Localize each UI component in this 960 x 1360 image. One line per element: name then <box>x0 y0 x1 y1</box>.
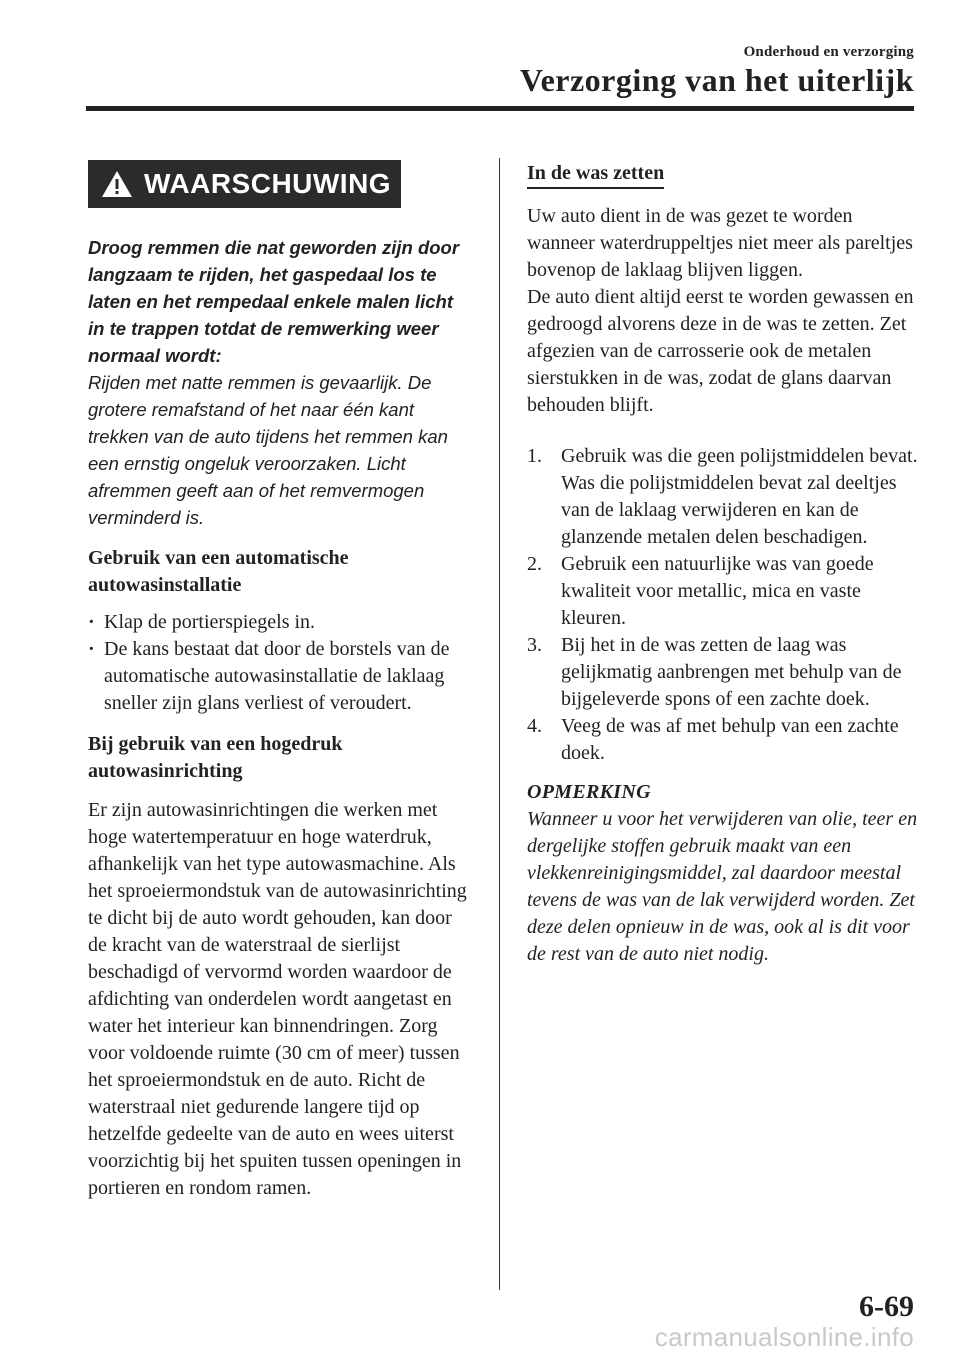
step-item <box>527 713 919 767</box>
auto-wash-list <box>88 609 470 717</box>
right-column <box>527 160 919 968</box>
note-title: OPMERKING <box>527 781 651 803</box>
warning-triangle-icon <box>100 169 134 199</box>
warning-explanation: Rijden met natte remmen is gevaarlijk. De grotere remafstand of het naar één kant trekken van de auto tijdens het remmen kan een ernstig ongeluk veroorzaken. Licht afremmen geeft aan of het remvermogen verminderd is. <box>88 372 448 528</box>
step-item <box>527 551 919 632</box>
step-number: 4. <box>527 715 542 737</box>
high-pressure-heading: Bij gebruik van een hogedruk autowasinrichting <box>88 733 343 782</box>
step-text: Veeg de was af met behulp van een zachte doek. <box>561 715 899 764</box>
step-number: 1. <box>527 445 542 467</box>
step-number: 3. <box>527 634 542 656</box>
note-text: Wanneer u voor het verwijderen van olie, teer en dergelijke stoffen gebruik maakt van een vlekkenreinigingsmiddel, zal daardoor meestal tevens de was van de lak verwijderd worden. Zet deze delen opnieuw in de was, ook al is dit voor de rest van de auto niet nodig. <box>527 808 918 965</box>
step-text: Bij het in de was zetten de laag was gelijkmatig aanbrengen met behulp van de bijgeleverde spons of een zachte doek. <box>561 634 902 710</box>
list-item: · Klap de portierspiegels in. <box>88 609 470 636</box>
warning-instruction: Droog remmen die nat geworden zijn door langzaam te rijden, het gaspedaal los te laten en het rempedaal enkele malen licht in te trappen totdat de remwerking weer normaal wordt: <box>88 237 460 366</box>
step-text: Gebruik een natuurlijke was van goede kwaliteit voor metallic, mica en vaste kleuren. <box>561 553 874 629</box>
list-item: · De kans bestaat dat door de borstels van de automatische autowasinstallatie de laklaag sneller zijn glans verliest of veroudert. <box>88 636 470 717</box>
step-number: 2. <box>527 553 542 575</box>
page-title: Verzorging van het uiterlijk <box>519 62 914 98</box>
section-label: Onderhoud en verzorging <box>743 44 914 60</box>
waxing-steps <box>527 443 919 767</box>
waxing-section-title: In de was zetten <box>527 160 664 189</box>
waxing-intro-2: De auto dient altijd eerst te worden gewassen en gedroogd alvorens deze in de was te zetten. Zet afgezien van de carrosserie ook de metalen sierstukken in de was, zodat de glans daarvan behouden blijft. <box>527 286 914 416</box>
left-column <box>88 160 470 1202</box>
waxing-intro-1: Uw auto dient in de was gezet te worden wanneer waterdruppeltjes niet meer als pareltjes bovenop de laklaag blijven liggen. <box>527 205 913 281</box>
warning-text <box>88 234 470 531</box>
step-item <box>527 443 919 551</box>
warning-label: WAARSCHUWING <box>144 168 392 199</box>
high-pressure-text: Er zijn autowasinrichtingen die werken met hoge watertemperatuur en hoge waterdruk, afhankelijk van het type autowasmachine. Als het sproeiermondstuk van de autowasinrichting te dicht bij de auto wordt gehouden, kan door de kracht van de waterstraal de sierlijst beschadigd of vervormd worden waardoor de afdichting van onderdelen wordt aangetast en water het interieur kan binnendringen. Zorg voor voldoende ruimte (30 cm of meer) tussen het sproeiermondstuk en de auto. Richt de waterstraal niet gedurende langere tijd op hetzelfde gedeelte van de auto en wees uiterst voorzichtig bij het spuiten tussen openingen in portieren en rondom ramen. <box>88 799 467 1199</box>
step-text: Gebruik was die geen polijstmiddelen bevat. <box>561 445 918 467</box>
watermark: carmanualsonline.info <box>654 1322 914 1352</box>
column-divider <box>499 158 500 1290</box>
auto-wash-heading: Gebruik van een automatische autowasinstallatie <box>88 547 349 596</box>
warning-banner <box>88 160 401 208</box>
step-item <box>527 632 919 713</box>
step-subtext: Was die polijstmiddelen bevat zal deeltjes van de laklaag verwijderen en kan de glanzende metalen delen beschadigen. <box>561 472 897 548</box>
header-rule <box>86 106 914 111</box>
page-number: 6-69 <box>859 1290 914 1323</box>
